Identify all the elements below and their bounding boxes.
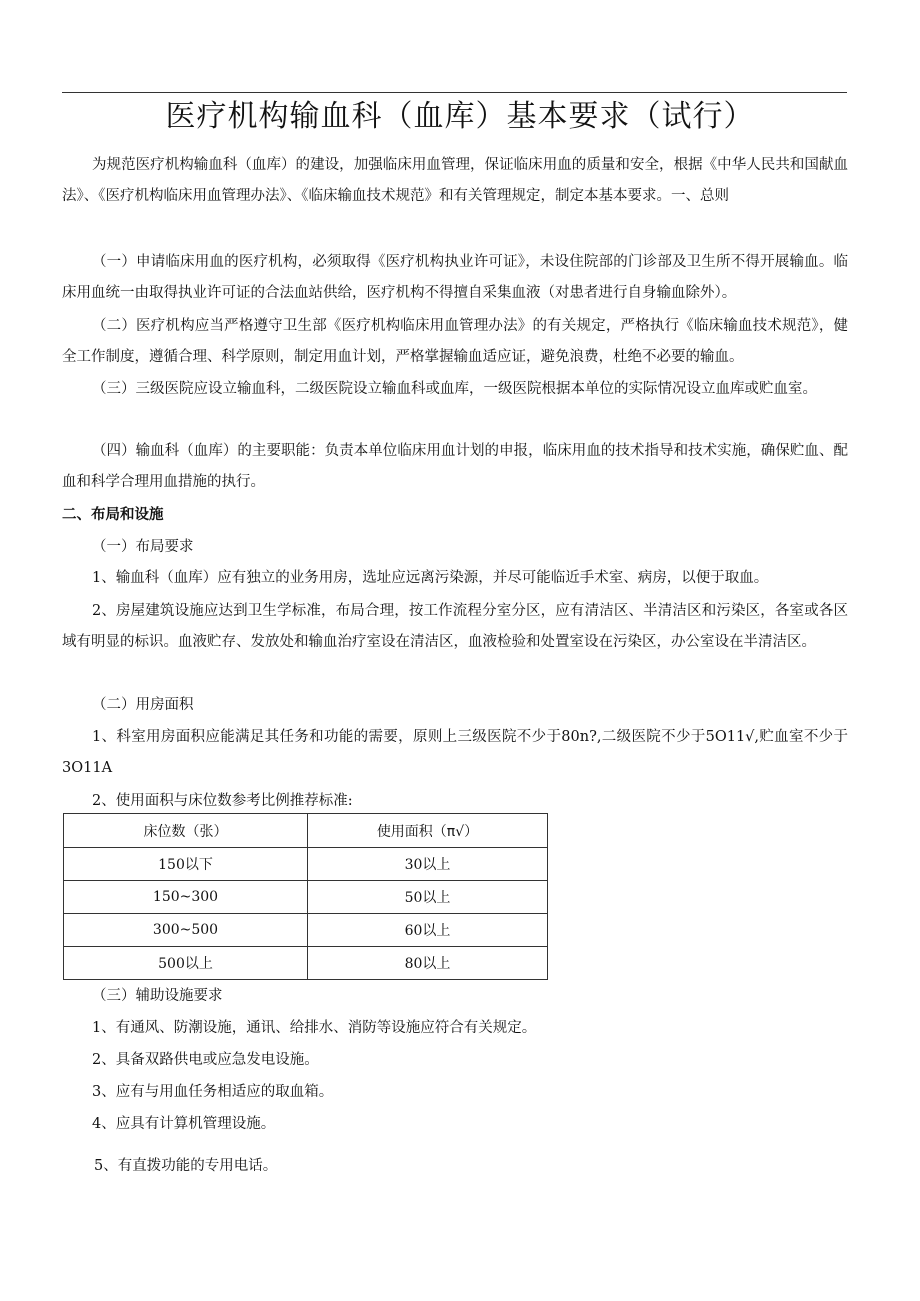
table-cell-beds: 150~300 [64, 881, 308, 914]
table-header-area: 使用面积（π√） [308, 814, 548, 848]
table-cell-beds: 500以上 [64, 947, 308, 980]
table-row [64, 947, 548, 980]
area-item-2: 2、使用面积与床位数参考比例推荐标准: [92, 793, 353, 809]
table-row [64, 914, 548, 947]
aux-item-2: 2、具备双路供电或应急发电设施。 [92, 1052, 319, 1068]
table-cell-area: 30以上 [308, 848, 548, 881]
aux-item-3: 3、应有与用血任务相适应的取血箱。 [92, 1084, 334, 1100]
document-title: 医疗机构输血科（血库）基本要求（试行） [165, 99, 755, 134]
table-row [64, 881, 548, 914]
table-cell-area: 80以上 [308, 947, 548, 980]
general-item-1: （一）申请临床用血的医疗机构，必须取得《医疗机构执业许可证》，未设住院部的门诊部及卫生所不得开展输血。临床用血统一由取得执业许可证的合法血站供给，医疗机构不得擅自采集血液（对患者进行自身输血除外）。 [62, 254, 848, 301]
header-rule [62, 92, 847, 93]
section-2-heading: 二、布局和设施 [62, 507, 164, 523]
general-item-2: （二）医疗机构应当严格遵守卫生部《医疗机构临床用血管理办法》的有关规定，严格执行《临床输血技术规范》，健全工作制度，遵循合理、科学原则，制定用血计划，严格掌握输血适应证，避免浪费，杜绝不必要的输血。 [62, 318, 848, 365]
aux-item-1: 1、有通风、防潮设施，通讯、给排水、消防等设施应符合有关规定。 [92, 1020, 537, 1036]
intro-paragraph: 为规范医疗机构输血科（血库）的建设，加强临床用血管理，保证临床用血的质量和安全，根据《中华人民共和国献血法》、《医疗机构临床用血管理办法》、《临床输血技术规范》和有关管理规定，制定本基本要求。一、总则 [62, 157, 848, 204]
table-cell-area: 50以上 [308, 881, 548, 914]
area-item-1: 1、科室用房面积应能满足其任务和功能的需要，原则上三级医院不少于80n?,二级医院不少于5O11√,贮血室不少于3O11A [62, 729, 848, 776]
aux-item-5: 5、有直拨功能的专用电话。 [94, 1158, 278, 1174]
general-item-4: （四）输血科（血库）的主要职能：负责本单位临床用血计划的申报，临床用血的技术指导和技术实施，确保贮血、配血和科学合理用血措施的执行。 [62, 443, 848, 490]
table-header-row [64, 814, 548, 848]
table-cell-beds: 300~500 [64, 914, 308, 947]
layout-item-1: 1、输血科（血库）应有独立的业务用房，选址应远离污染源，并尽可能临近手术室、病房，以便于取血。 [92, 570, 769, 586]
table-header-beds: 床位数（张） [64, 814, 308, 848]
area-standard-table [63, 813, 548, 980]
area-subheading: （二）用房面积 [92, 697, 194, 713]
table-row [64, 848, 548, 881]
layout-item-2: 2、房屋建筑设施应达到卫生学标准，布局合理，按工作流程分室分区，应有清洁区、半清洁区和污染区，各室或各区域有明显的标识。血液贮存、发放处和输血治疗室设在清洁区，血液检验和处置室设在污染区，办公室设在半清洁区。 [62, 603, 848, 650]
aux-subheading: （三）辅助设施要求 [92, 988, 223, 1004]
table-cell-area: 60以上 [308, 914, 548, 947]
layout-subheading: （一）布局要求 [92, 539, 194, 555]
general-item-3: （三）三级医院应设立输血科，二级医院设立输血科或血库，一级医院根据本单位的实际情况设立血库或贮血室。 [92, 381, 817, 397]
table-cell-beds: 150以下 [64, 848, 308, 881]
aux-item-4: 4、应具有计算机管理设施。 [92, 1116, 276, 1132]
